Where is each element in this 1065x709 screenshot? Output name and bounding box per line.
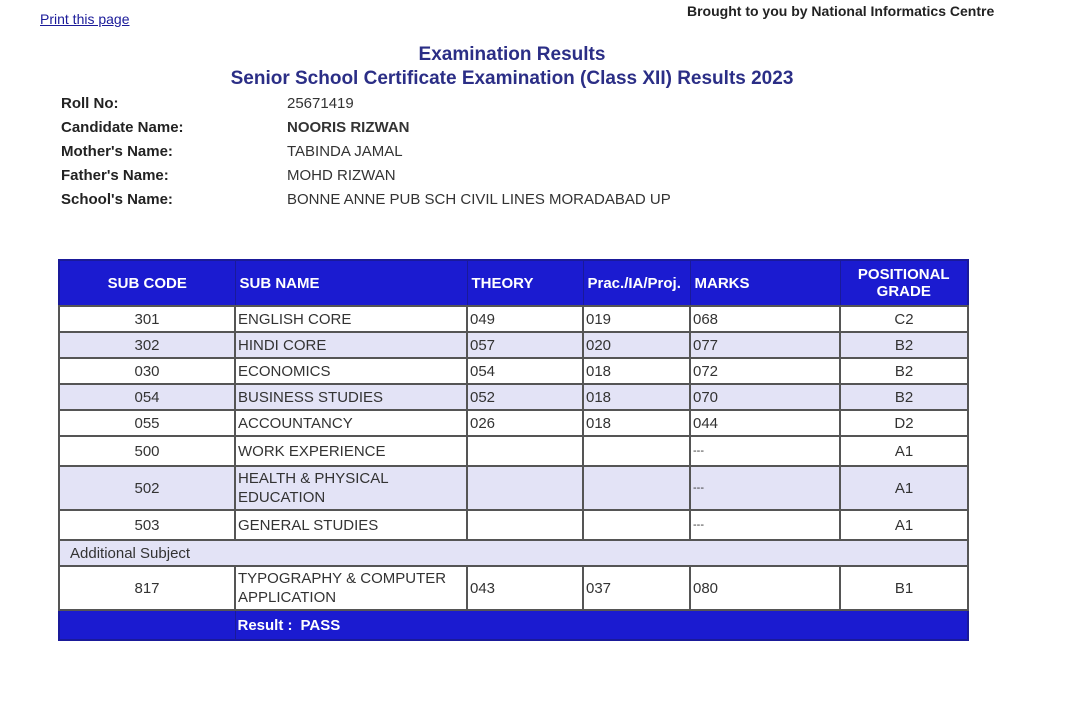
sub-code-cell: 054 xyxy=(59,384,235,410)
sub-name-cell: ACCOUNTANCY xyxy=(235,410,467,436)
marks-cell: 044 xyxy=(690,410,840,436)
results-table xyxy=(58,259,969,641)
grade-cell: B2 xyxy=(840,384,968,410)
grade-cell: D2 xyxy=(840,410,968,436)
roll-row xyxy=(61,92,671,116)
header-prac: Prac./IA/Proj. xyxy=(583,260,690,306)
sub-name-line1: TYPOGRAPHY & COMPUTER xyxy=(238,570,447,587)
grade-cell: A1 xyxy=(840,436,968,466)
page-title: Examination Results xyxy=(418,44,606,65)
sub-code-cell: 500 xyxy=(59,436,235,466)
table-row xyxy=(59,410,968,436)
marks-cell: --- xyxy=(690,466,840,510)
sub-code-cell: 302 xyxy=(59,332,235,358)
table-row xyxy=(59,358,968,384)
marks-cell: 070 xyxy=(690,384,840,410)
sub-name-line1: HEALTH & PHYSICAL xyxy=(238,470,389,487)
header-grade-line2: GRADE xyxy=(876,283,931,300)
sub-code-cell: 502 xyxy=(59,466,235,510)
header-grade xyxy=(840,260,968,306)
header-marks: MARKS xyxy=(690,260,840,306)
prac-cell: 018 xyxy=(583,384,690,410)
result-spacer xyxy=(59,610,235,640)
result-value: PASS xyxy=(300,616,341,634)
marks-cell: --- xyxy=(690,510,840,540)
sub-code-cell: 503 xyxy=(59,510,235,540)
marks-cell: 072 xyxy=(690,358,840,384)
marks-cell: --- xyxy=(690,436,840,466)
sub-name-cell: WORK EXPERIENCE xyxy=(235,436,467,466)
sub-name-cell: GENERAL STUDIES xyxy=(235,510,467,540)
theory-cell: 049 xyxy=(467,306,583,332)
title-block xyxy=(0,44,1024,92)
grade-cell: B2 xyxy=(840,358,968,384)
school-name-label: School's Name: xyxy=(61,191,173,208)
prac-cell xyxy=(583,510,690,540)
candidate-info xyxy=(61,92,671,212)
theory-cell: 026 xyxy=(467,410,583,436)
marks-cell: 077 xyxy=(690,332,840,358)
prac-cell: 018 xyxy=(583,358,690,384)
grade-cell: A1 xyxy=(840,510,968,540)
table-row xyxy=(59,510,968,540)
roll-label: Roll No: xyxy=(61,95,119,112)
candidate-name-row xyxy=(61,116,671,140)
header-sub-name: SUB NAME xyxy=(235,260,467,306)
sub-name-cell xyxy=(235,566,467,610)
sub-name-line2: APPLICATION xyxy=(238,589,337,606)
mother-name-row xyxy=(61,140,671,164)
theory-cell: 043 xyxy=(467,566,583,610)
father-name-label: Father's Name: xyxy=(61,167,169,184)
grade-cell: C2 xyxy=(840,306,968,332)
result-cell xyxy=(235,610,968,640)
theory-cell: 054 xyxy=(467,358,583,384)
father-name-row xyxy=(61,164,671,188)
sub-name-cell: ECONOMICS xyxy=(235,358,467,384)
theory-cell xyxy=(467,510,583,540)
prac-cell xyxy=(583,466,690,510)
sub-name-cell xyxy=(235,466,467,510)
additional-subject-label: Additional Subject xyxy=(59,540,968,566)
table-header-row xyxy=(59,260,968,306)
table-row xyxy=(59,466,968,510)
additional-subject-row xyxy=(59,540,968,566)
print-page-link[interactable]: Print this page xyxy=(40,11,130,27)
table-row xyxy=(59,306,968,332)
sub-code-cell: 030 xyxy=(59,358,235,384)
table-row xyxy=(59,566,968,610)
prac-cell: 018 xyxy=(583,410,690,436)
result-label: Result : xyxy=(237,616,293,634)
header-sub-code: SUB CODE xyxy=(59,260,235,306)
candidate-name-label: Candidate Name: xyxy=(61,119,184,136)
mother-name-label: Mother's Name: xyxy=(61,143,173,160)
result-row xyxy=(59,610,968,640)
sub-name-line2: EDUCATION xyxy=(238,489,326,506)
prac-cell: 020 xyxy=(583,332,690,358)
sub-name-cell: ENGLISH CORE xyxy=(235,306,467,332)
theory-cell: 052 xyxy=(467,384,583,410)
table-row xyxy=(59,436,968,466)
grade-cell: B1 xyxy=(840,566,968,610)
page-subtitle: Senior School Certificate Examination (Class XII) Results 2023 xyxy=(230,68,794,89)
prac-cell: 019 xyxy=(583,306,690,332)
sub-name-cell: HINDI CORE xyxy=(235,332,467,358)
candidate-name-value: NOORIS RIZWAN xyxy=(287,119,410,136)
mother-name-value: TABINDA JAMAL xyxy=(287,143,403,160)
sub-name-cell: BUSINESS STUDIES xyxy=(235,384,467,410)
marks-cell: 068 xyxy=(690,306,840,332)
prac-cell: 037 xyxy=(583,566,690,610)
table-row xyxy=(59,384,968,410)
school-name-value: BONNE ANNE PUB SCH CIVIL LINES MORADABAD UP xyxy=(287,191,671,208)
table-row xyxy=(59,332,968,358)
header-theory: THEORY xyxy=(467,260,583,306)
theory-cell xyxy=(467,466,583,510)
sub-code-cell: 055 xyxy=(59,410,235,436)
grade-cell: B2 xyxy=(840,332,968,358)
prac-cell xyxy=(583,436,690,466)
nic-credit: Brought to you by National Informatics Centre xyxy=(687,3,995,19)
theory-cell: 057 xyxy=(467,332,583,358)
marks-cell: 080 xyxy=(690,566,840,610)
header-grade-line1: POSITIONAL xyxy=(857,266,950,283)
sub-code-cell: 817 xyxy=(59,566,235,610)
theory-cell xyxy=(467,436,583,466)
grade-cell: A1 xyxy=(840,466,968,510)
father-name-value: MOHD RIZWAN xyxy=(287,167,396,184)
roll-value: 25671419 xyxy=(287,95,354,112)
school-name-row xyxy=(61,188,671,212)
sub-code-cell: 301 xyxy=(59,306,235,332)
